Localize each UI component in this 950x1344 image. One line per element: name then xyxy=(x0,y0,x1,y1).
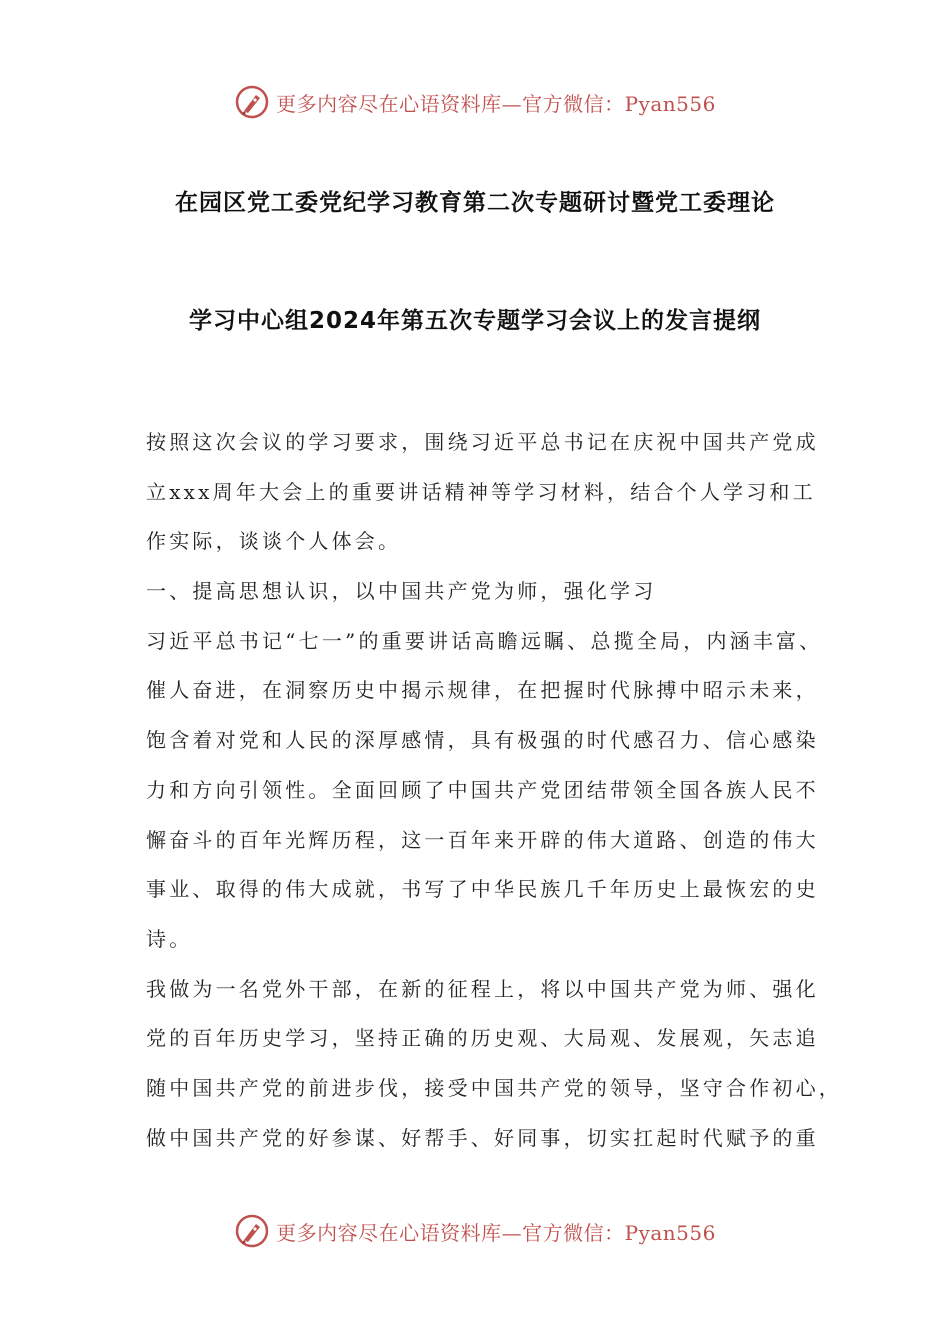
body-line: 习近平总书记“七一”的重要讲话高瞻远瞩、总揽全局，内涵丰富、 xyxy=(146,628,823,653)
body-line: 做中国共产党的好参谋、好帮手、好同事，切实扛起时代赋予的重 xyxy=(146,1125,819,1150)
body-line: 事业、取得的伟大成就，书写了中华民族几千年历史上最恢宏的史 xyxy=(146,877,819,902)
body-line: 饱含着对党和人民的深厚感情，具有极强的时代感召力、信心感染 xyxy=(146,728,819,753)
body-line: 立xxx周年大会上的重要讲话精神等学习材料，结合个人学习和工 xyxy=(146,479,816,504)
body-line: 按照这次会议的学习要求，围绕习近平总书记在庆祝中国共产党成 xyxy=(146,430,819,454)
document-title-line-2: 学习中心组2024年第五次专题学习会议上的发言提纲 xyxy=(188,308,761,334)
body-line: 我做为一名党外干部，在新的征程上，将以中国共产党为师、强化 xyxy=(146,976,819,1001)
footer-watermark-text: 更多内容尽在心语资料库—官方微信：Pyan556 xyxy=(276,1220,716,1245)
body-line: 懈奋斗的百年光辉历程，这一百年来开辟的伟大道路、创造的伟大 xyxy=(146,827,819,852)
pen-nib-logo-icon xyxy=(234,1213,270,1249)
body-line: 催人奋进，在洞察历史中揭示规律，在把握时代脉搏中昭示未来， xyxy=(146,678,819,703)
pen-nib-logo-icon xyxy=(234,84,270,120)
body-line: 诗。 xyxy=(146,926,193,951)
section-heading: 一、提高思想认识，以中国共产党为师，强化学习 xyxy=(146,579,657,604)
header-watermark-banner xyxy=(0,82,950,122)
footer-watermark-banner xyxy=(0,1211,950,1251)
body-line: 力和方向引领性。全面回顾了中国共产党团结带领全国各族人民不 xyxy=(146,777,819,802)
document-title-line-1: 在园区党工委党纪学习教育第二次专题研讨暨党工委理论 xyxy=(175,190,775,216)
body-line: 作实际，谈谈个人体会。 xyxy=(146,529,402,554)
document-body xyxy=(146,418,842,1163)
body-line: 党的百年历史学习，坚持正确的历史观、大局观、发展观，矢志追 xyxy=(146,1026,819,1051)
header-watermark-text: 更多内容尽在心语资料库—官方微信：Pyan556 xyxy=(276,91,716,116)
body-line: 随中国共产党的前进步伐，接受中国共产党的领导，坚守合作初心， xyxy=(146,1075,842,1100)
